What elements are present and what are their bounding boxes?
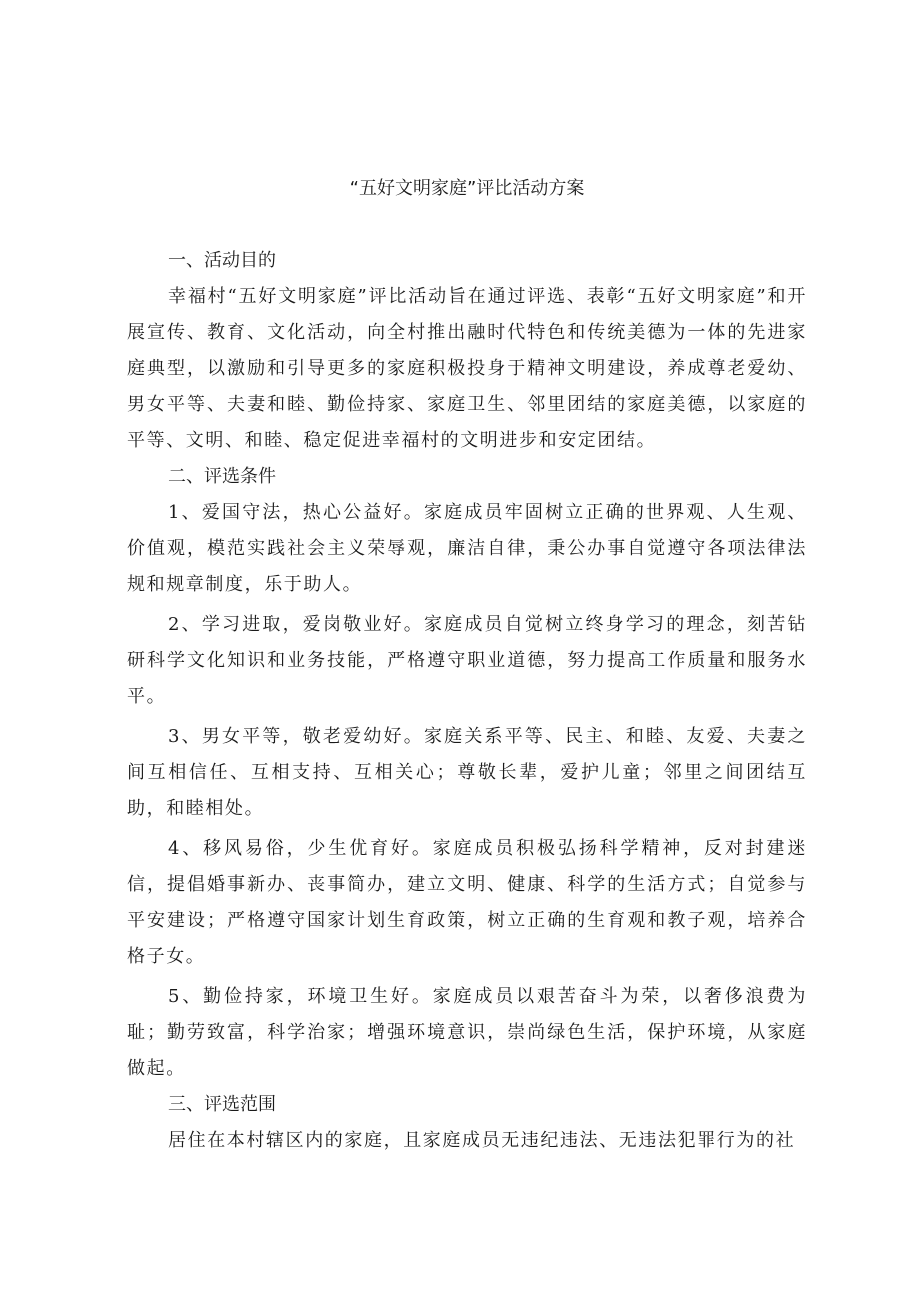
document-body xyxy=(127,243,807,1159)
section-paragraph-scope: 居住在本村辖区内的家庭，且家庭成员无违纪违法、无违法犯罪行为的社 xyxy=(168,1130,796,1151)
criteria-item-4: 4、移风易俗，少生优育好。家庭成员积极弘扬科学精神，反对封建迷信，提倡婚事新办、丧事简办，建立文明、健康、科学的生活方式；自觉参与平安建设；严格遵守国家计划生育政策，树立正确的生育观和教子观，培养合格子女。 xyxy=(127,838,807,967)
section-heading-scope: 三、评选范围 xyxy=(168,1094,276,1115)
criteria-item-5: 5、勤俭持家，环境卫生好。家庭成员以艰苦奋斗为荣，以奢侈浪费为耻；勤劳致富，科学治家；增强环境意识，崇尚绿色生活，保护环境，从家庭做起。 xyxy=(127,986,807,1079)
criteria-item-2: 2、学习进取，爱岗敬业好。家庭成员自觉树立终身学习的理念，刻苦钻研科学文化知识和业务技能，严格遵守职业道德，努力提高工作质量和服务水平。 xyxy=(127,614,807,707)
criteria-item-1: 1、爱国守法，热心公益好。家庭成员牢固树立正确的世界观、人生观、价值观，模范实践社会主义荣辱观，廉洁自律，秉公办事自觉遵守各项法律法规和规章制度，乐于助人。 xyxy=(127,502,807,595)
section-heading-criteria: 二、评选条件 xyxy=(168,466,276,487)
criteria-item-3: 3、男女平等，敬老爱幼好。家庭关系平等、民主、和睦、友爱、夫妻之间互相信任、互相支持、互相关心；尊敬长辈，爱护儿童；邻里之间团结互助，和睦相处。 xyxy=(127,726,807,819)
section-heading-purpose: 一、活动目的 xyxy=(168,250,276,271)
document-title: “五好文明家庭”评比活动方案 xyxy=(349,178,585,199)
section-paragraph-purpose: 幸福村“五好文明家庭”评比活动旨在通过评选、表彰“五好文明家庭”和开展宣传、教育、文化活动，向全村推出融时代特色和传统美德为一体的先进家庭典型，以激励和引导更多的家庭积极投身于精神文明建设，养成尊老爱幼、男女平等、夫妻和睦、勤俭持家、家庭卫生、邻里团结的家庭美德，以家庭的平等、文明、和睦、稳定促进幸福村的文明进步和安定团结。 xyxy=(127,286,807,451)
